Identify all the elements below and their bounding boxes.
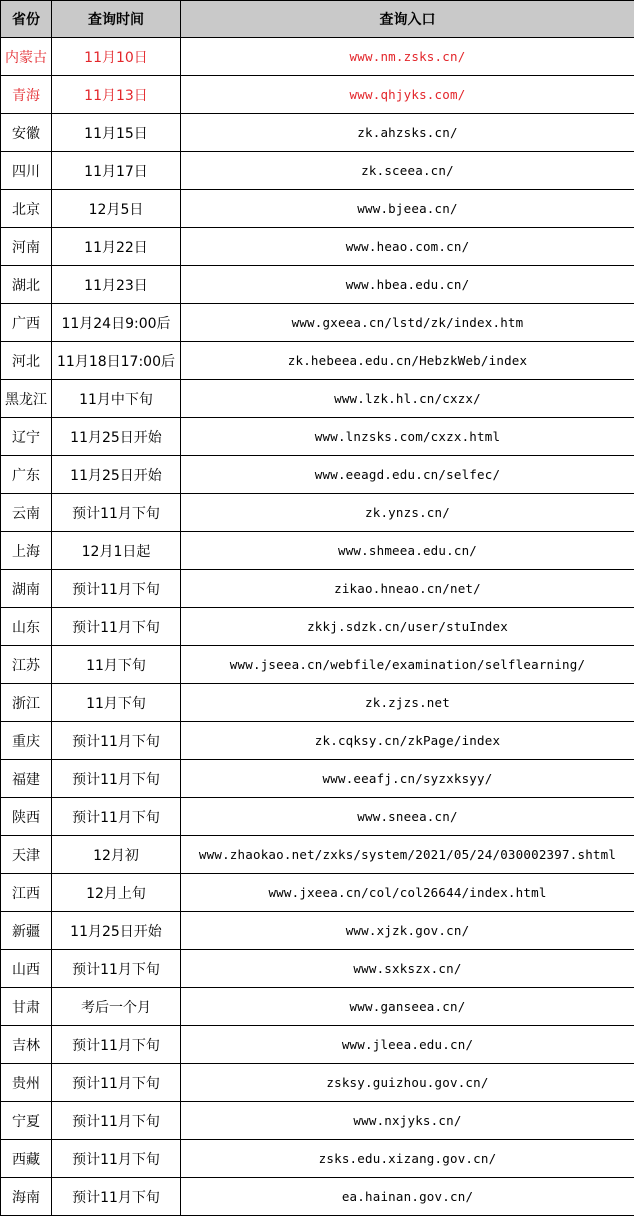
query-time-cell: 11月22日: [52, 228, 181, 266]
table-row: [1, 1178, 634, 1216]
query-time-cell: 11月15日: [52, 114, 181, 152]
query-entry-url-cell: ea.hainan.gov.cn/: [181, 1178, 634, 1216]
province-cell: 重庆: [1, 722, 52, 760]
table-row: [1, 646, 634, 684]
query-entry-url-cell: www.gxeea.cn/lstd/zk/index.htm: [181, 304, 634, 342]
query-time-cell: 11月18日17:00后: [52, 342, 181, 380]
province-cell: 江苏: [1, 646, 52, 684]
query-time-cell: 11月下旬: [52, 684, 181, 722]
province-cell: 内蒙古: [1, 38, 52, 76]
province-cell: 上海: [1, 532, 52, 570]
query-entry-url-cell: www.lzk.hl.cn/cxzx/: [181, 380, 634, 418]
query-entry-url-cell: zk.zjzs.net: [181, 684, 634, 722]
province-cell: 青海: [1, 76, 52, 114]
query-time-cell: 预计11月下旬: [52, 798, 181, 836]
province-cell: 天津: [1, 836, 52, 874]
table-row: [1, 1140, 634, 1178]
query-entry-url-cell: www.qhjyks.com/: [181, 76, 634, 114]
province-cell: 广西: [1, 304, 52, 342]
province-cell: 贵州: [1, 1064, 52, 1102]
table-row: [1, 988, 634, 1026]
query-time-cell: 11月23日: [52, 266, 181, 304]
table-row: [1, 1102, 634, 1140]
province-cell: 山东: [1, 608, 52, 646]
query-entry-url-cell: www.lnzsks.com/cxzx.html: [181, 418, 634, 456]
query-entry-url-cell: www.zhaokao.net/zxks/system/2021/05/24/030002397.shtml: [181, 836, 634, 874]
table-row: [1, 912, 634, 950]
province-cell: 安徽: [1, 114, 52, 152]
table-row: [1, 114, 634, 152]
province-cell: 湖北: [1, 266, 52, 304]
province-cell: 河北: [1, 342, 52, 380]
query-time-cell: 12月上旬: [52, 874, 181, 912]
table-row: [1, 418, 634, 456]
province-cell: 陕西: [1, 798, 52, 836]
table-body: [1, 38, 634, 1216]
province-cell: 福建: [1, 760, 52, 798]
query-time-cell: 11月中下旬: [52, 380, 181, 418]
query-time-cell: 11月25日开始: [52, 912, 181, 950]
province-cell: 江西: [1, 874, 52, 912]
province-cell: 新疆: [1, 912, 52, 950]
query-time-cell: 12月5日: [52, 190, 181, 228]
province-cell: 甘肃: [1, 988, 52, 1026]
table-row: [1, 342, 634, 380]
query-entry-url-cell: www.shmeea.edu.cn/: [181, 532, 634, 570]
header-query-time: 查询时间: [52, 1, 181, 38]
table-row: [1, 722, 634, 760]
table-row: [1, 760, 634, 798]
query-entry-url-cell: www.nm.zsks.cn/: [181, 38, 634, 76]
query-entry-url-cell: www.eeafj.cn/syzxksyy/: [181, 760, 634, 798]
table-row: [1, 304, 634, 342]
query-entry-url-cell: www.jseea.cn/webfile/examination/selflearning/: [181, 646, 634, 684]
table-row: [1, 684, 634, 722]
table-row: [1, 456, 634, 494]
query-time-cell: 预计11月下旬: [52, 950, 181, 988]
table-row: [1, 380, 634, 418]
query-entry-url-cell: zkkj.sdzk.cn/user/stuIndex: [181, 608, 634, 646]
province-cell: 宁夏: [1, 1102, 52, 1140]
province-cell: 河南: [1, 228, 52, 266]
query-time-cell: 11月13日: [52, 76, 181, 114]
query-entry-url-cell: zk.hebeea.edu.cn/HebzkWeb/index: [181, 342, 634, 380]
table-row: [1, 190, 634, 228]
query-entry-url-cell: www.sneea.cn/: [181, 798, 634, 836]
query-time-cell: 11月25日开始: [52, 418, 181, 456]
table-row: [1, 532, 634, 570]
query-entry-url-cell: www.nxjyks.cn/: [181, 1102, 634, 1140]
query-time-cell: 预计11月下旬: [52, 722, 181, 760]
province-cell: 山西: [1, 950, 52, 988]
table-row: [1, 494, 634, 532]
query-entry-url-cell: zsks.edu.xizang.gov.cn/: [181, 1140, 634, 1178]
province-cell: 广东: [1, 456, 52, 494]
query-time-cell: 预计11月下旬: [52, 494, 181, 532]
query-entry-url-cell: zk.sceea.cn/: [181, 152, 634, 190]
table-row: [1, 76, 634, 114]
table-row: [1, 874, 634, 912]
table-row: [1, 152, 634, 190]
query-entry-url-cell: zsksy.guizhou.gov.cn/: [181, 1064, 634, 1102]
query-entry-url-cell: zikao.hneao.cn/net/: [181, 570, 634, 608]
province-cell: 吉林: [1, 1026, 52, 1064]
query-time-cell: 预计11月下旬: [52, 760, 181, 798]
query-entry-url-cell: zk.cqksy.cn/zkPage/index: [181, 722, 634, 760]
header-province: 省份: [1, 1, 52, 38]
table-row: [1, 266, 634, 304]
province-cell: 云南: [1, 494, 52, 532]
table-row: [1, 38, 634, 76]
query-entry-url-cell: zk.ahzsks.cn/: [181, 114, 634, 152]
query-entry-url-cell: www.bjeea.cn/: [181, 190, 634, 228]
province-cell: 西藏: [1, 1140, 52, 1178]
table-row: [1, 1064, 634, 1102]
table-header: [1, 1, 634, 38]
query-time-cell: 考后一个月: [52, 988, 181, 1026]
header-query-entry: 查询入口: [181, 1, 634, 38]
query-entry-url-cell: www.heao.com.cn/: [181, 228, 634, 266]
query-time-cell: 11月下旬: [52, 646, 181, 684]
province-cell: 黑龙江: [1, 380, 52, 418]
province-cell: 湖南: [1, 570, 52, 608]
query-entry-url-cell: www.xjzk.gov.cn/: [181, 912, 634, 950]
table-row: [1, 1026, 634, 1064]
query-time-cell: 12月初: [52, 836, 181, 874]
province-cell: 辽宁: [1, 418, 52, 456]
province-cell: 北京: [1, 190, 52, 228]
header-row: [1, 1, 634, 38]
query-entry-url-cell: www.jleea.edu.cn/: [181, 1026, 634, 1064]
query-time-cell: 预计11月下旬: [52, 1140, 181, 1178]
query-time-cell: 11月25日开始: [52, 456, 181, 494]
query-entry-url-cell: www.jxeea.cn/col/col26644/index.html: [181, 874, 634, 912]
query-time-cell: 预计11月下旬: [52, 570, 181, 608]
query-time-cell: 11月10日: [52, 38, 181, 76]
query-entry-url-cell: www.ganseea.cn/: [181, 988, 634, 1026]
province-cell: 四川: [1, 152, 52, 190]
query-entry-url-cell: www.hbea.edu.cn/: [181, 266, 634, 304]
table-row: [1, 798, 634, 836]
query-entry-url-cell: www.eeagd.edu.cn/selfec/: [181, 456, 634, 494]
province-cell: 浙江: [1, 684, 52, 722]
table-row: [1, 608, 634, 646]
table-row: [1, 836, 634, 874]
query-time-cell: 预计11月下旬: [52, 1026, 181, 1064]
province-cell: 海南: [1, 1178, 52, 1216]
query-time-cell: 11月17日: [52, 152, 181, 190]
table-row: [1, 950, 634, 988]
table-row: [1, 228, 634, 266]
query-time-cell: 12月1日起: [52, 532, 181, 570]
table-row: [1, 570, 634, 608]
query-time-cell: 预计11月下旬: [52, 608, 181, 646]
query-entry-url-cell: www.sxkszx.cn/: [181, 950, 634, 988]
query-time-cell: 预计11月下旬: [52, 1178, 181, 1216]
query-entry-url-cell: zk.ynzs.cn/: [181, 494, 634, 532]
query-time-cell: 预计11月下旬: [52, 1064, 181, 1102]
query-time-cell: 11月24日9:00后: [52, 304, 181, 342]
query-time-cell: 预计11月下旬: [52, 1102, 181, 1140]
